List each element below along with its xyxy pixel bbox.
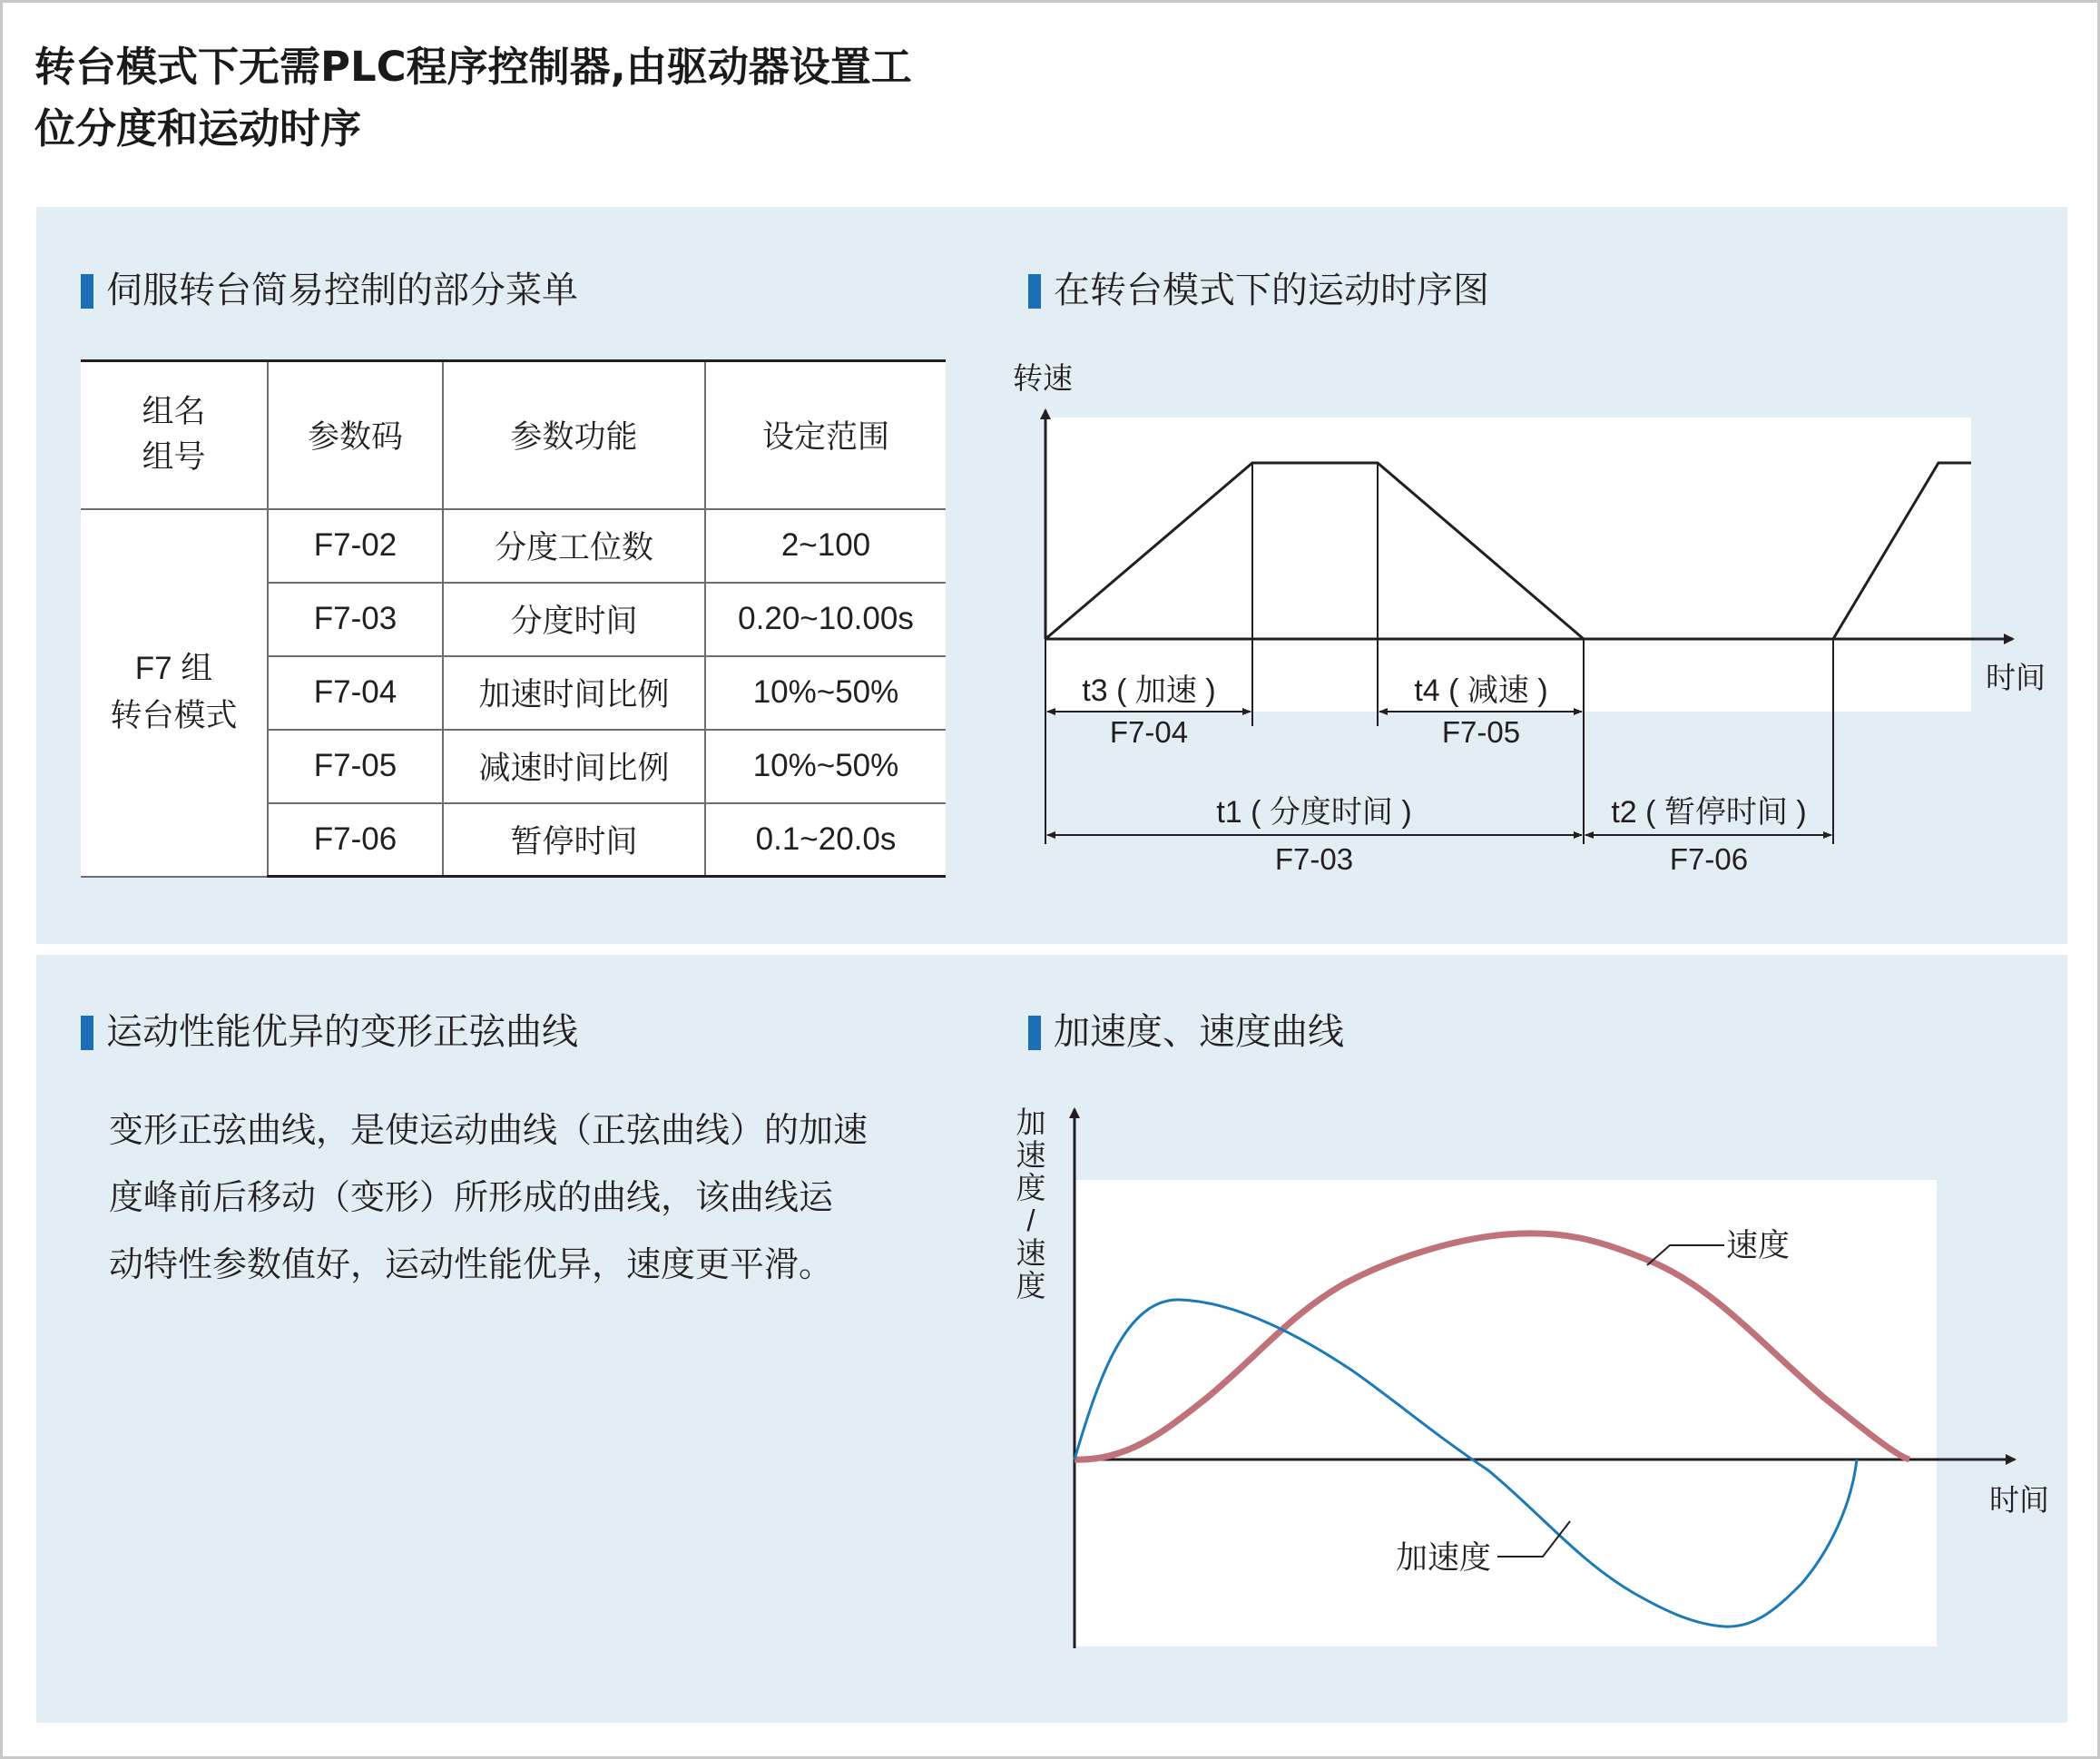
t2-code: F7-06 bbox=[1669, 842, 1749, 876]
parameter-table bbox=[81, 359, 946, 878]
param-function: 暂停时间 bbox=[443, 803, 705, 877]
page-title-line1: 转台模式下无需PLC程序控制器,由驱动器设置工 bbox=[34, 43, 912, 91]
header-range: 设定范围 bbox=[705, 361, 946, 509]
param-range: 10%~50% bbox=[705, 730, 946, 803]
header-code: 参数码 bbox=[268, 361, 443, 509]
param-range: 2~100 bbox=[705, 509, 946, 583]
header-function: 参数功能 bbox=[443, 361, 705, 509]
header-group bbox=[81, 361, 268, 509]
group-cell bbox=[81, 509, 268, 877]
sine-section-title: 运动性能优异的变形正弦曲线 bbox=[81, 1008, 578, 1056]
t2-label: t2 ( 暂停时间 ) bbox=[1611, 795, 1807, 830]
param-code: F7-05 bbox=[268, 730, 443, 803]
t4-label: t4 ( 减速 ) bbox=[1414, 673, 1548, 708]
param-code: F7-03 bbox=[268, 583, 443, 656]
timing-y-label: 转速 bbox=[1013, 361, 1073, 395]
param-code: F7-04 bbox=[268, 656, 443, 730]
curve-x-label: 时间 bbox=[1989, 1483, 2049, 1517]
acceleration-label: 加速度 bbox=[1395, 1540, 1491, 1576]
param-range: 10%~50% bbox=[705, 656, 946, 730]
param-function: 分度工位数 bbox=[443, 509, 705, 583]
description-line2: 度峰前后移动（变形）所形成的曲线，该曲线运 bbox=[109, 1177, 834, 1217]
curve-y-label-char: 加 bbox=[1016, 1106, 1046, 1139]
header-group-name: 组名 bbox=[142, 394, 206, 430]
param-range: 0.1~20.0s bbox=[705, 803, 946, 877]
page-title bbox=[34, 36, 1124, 160]
velocity-label: 速度 bbox=[1726, 1228, 1791, 1263]
timing-section-title: 在转台模式下的运动时序图 bbox=[1028, 267, 1489, 314]
t3-label: t3 ( 加速 ) bbox=[1082, 673, 1216, 708]
param-range: 0.20~10.00s bbox=[705, 583, 946, 656]
menu-section-title: 伺服转台简易控制的部分菜单 bbox=[81, 267, 578, 314]
curve-section-title: 加速度、速度曲线 bbox=[1028, 1008, 1344, 1056]
param-code: F7-02 bbox=[268, 509, 443, 583]
sine-description bbox=[109, 1096, 953, 1298]
header-group-number: 组号 bbox=[142, 439, 206, 476]
t1-label: t1 ( 分度时间 ) bbox=[1216, 795, 1412, 830]
curve-y-label-char: 速 bbox=[1016, 1236, 1046, 1270]
t1-code: F7-03 bbox=[1274, 842, 1354, 876]
description-line1: 变形正弦曲线，是使运动曲线（正弦曲线）的加速 bbox=[109, 1110, 868, 1150]
table-header-row bbox=[81, 361, 946, 509]
curve-y-label-char: 度 bbox=[1016, 1171, 1046, 1204]
page-title-line2: 位分度和运动时序 bbox=[34, 104, 362, 152]
param-function: 分度时间 bbox=[443, 583, 705, 656]
acceleration-velocity-chart bbox=[998, 1089, 2049, 1670]
param-function: 减速时间比例 bbox=[443, 730, 705, 803]
curve-y-label-char: 度 bbox=[1016, 1269, 1046, 1302]
curve-y-label-char: / bbox=[1026, 1204, 1035, 1237]
curve-y-label-char: 速 bbox=[1016, 1138, 1046, 1172]
group-id: F7 组 bbox=[134, 651, 213, 686]
param-function: 加速时间比例 bbox=[443, 656, 705, 730]
t3-code: F7-04 bbox=[1109, 715, 1189, 749]
description-line3: 动特性参数值好，运动性能优异，速度更平滑。 bbox=[109, 1244, 834, 1284]
param-code: F7-06 bbox=[268, 803, 443, 877]
timing-diagram bbox=[998, 345, 2046, 908]
group-name: 转台模式 bbox=[110, 698, 238, 733]
t4-code: F7-05 bbox=[1441, 715, 1521, 749]
timing-x-label: 时间 bbox=[1986, 661, 2046, 694]
table-row bbox=[81, 509, 946, 583]
